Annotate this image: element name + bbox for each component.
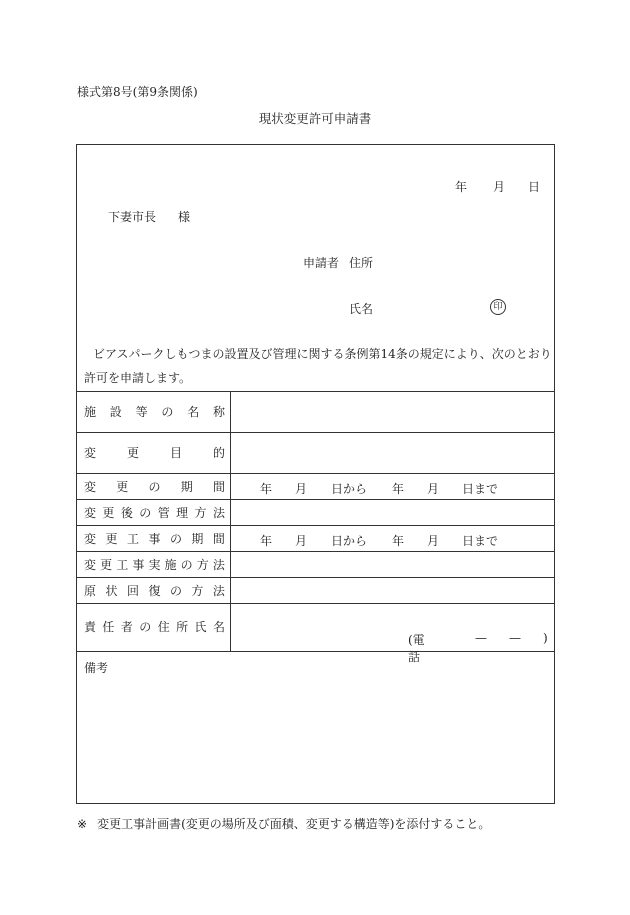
row-label-change-purpose: 変 更 目 的 [84, 446, 225, 460]
remarks-divider [77, 651, 554, 652]
applicant-address-label: 住所 [349, 256, 374, 270]
addressee-honorific: 様 [178, 210, 191, 224]
form-title: 現状変更許可申請書 [258, 111, 372, 126]
applicant-name-label: 氏名 [349, 302, 374, 316]
footnote [77, 815, 490, 832]
row-label-change-period: 変 更 の 期 間 [84, 479, 225, 494]
addressee-name: 下妻市長 [108, 210, 157, 224]
statement-line-2: 許可を申請します。 [84, 371, 192, 385]
remarks-label: 備考 [84, 661, 109, 675]
seal-mark: 印 [490, 299, 506, 315]
row-label-post-change-management: 変 更 後 の 管 理 方 法 [84, 505, 225, 520]
form-number: 様式第8号(第9条関係) [77, 85, 198, 99]
footnote-text: 変更工事計画書(変更の場所及び面積、変更する構造等)を添付すること。 [97, 817, 491, 831]
row-label-construction-method: 変 更 工 事 実 施 の 方 法 [84, 557, 225, 572]
row-label-responsible-person: 責 任 者 の 住 所 氏 名 [84, 620, 225, 634]
date-year-label: 年 [455, 180, 468, 194]
date-month-label: 月 [493, 180, 506, 194]
date-day-label: 日 [528, 180, 541, 194]
row-label-facility-name: 施 設 等 の 名 称 [84, 405, 225, 419]
row-label-restoration-method: 原 状 回 復 の 方 法 [84, 583, 225, 598]
statement-line-1: ビアスパークしもつまの設置及び管理に関する条例第14条の規定により、次のとおり [93, 347, 552, 361]
applicant-label: 申請者 [303, 256, 340, 270]
footnote-mark: ※ [77, 817, 88, 831]
row-label-construction-period: 変 更 工 事 の 期 間 [84, 531, 225, 546]
column-divider [230, 391, 231, 651]
application-form: 年 月 日 下妻市長 様 申請者 住所 氏名 印 ビアスパークしもつまの設置及び管理に関する条例第14条の規定により、次のとおり 許可を申請します。 施 設 等 の 名 称 変 更 目 的 変 更 の 期 間 変 更 後 の 管 理 方 法 変 更 工 事 の 期 間 変 更 工 事 実 施 の 方 法 原 状 回 復 の 方 法 責 任 者 の 住 所 氏 名 年 月 日から 年 月 日まで 年 月 日から 年 月 日まで (電話 — — ) 備考 [76, 144, 555, 804]
